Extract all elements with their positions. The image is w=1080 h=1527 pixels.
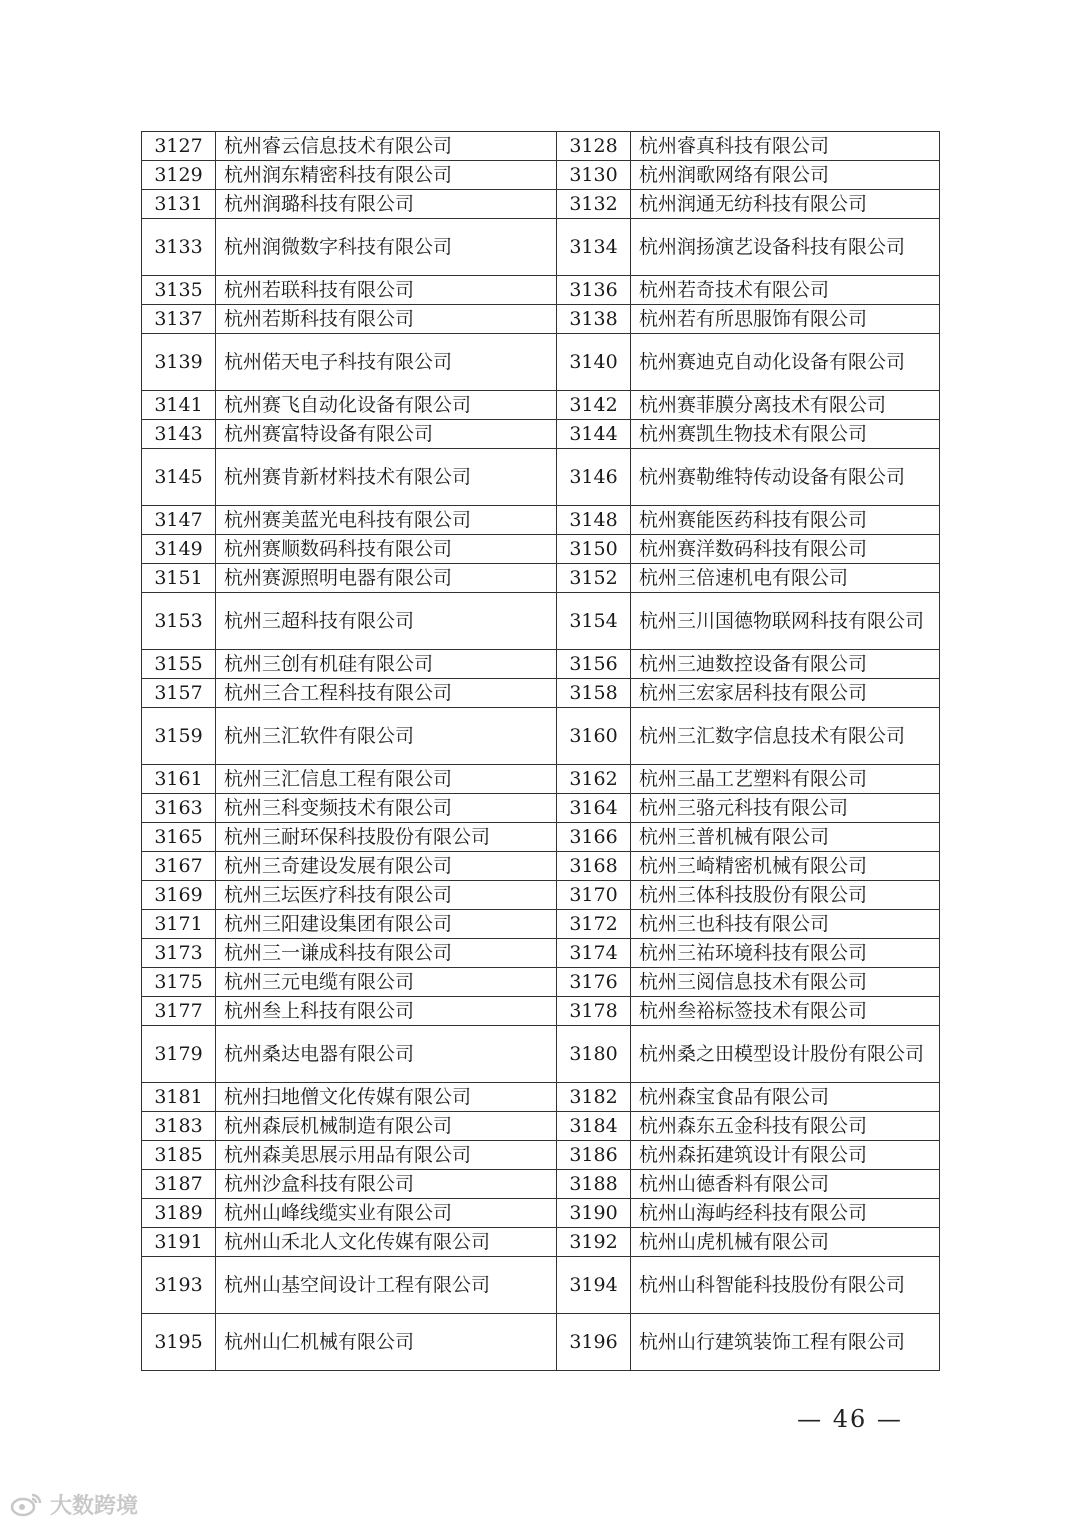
table-row xyxy=(142,679,940,708)
right-number-cell: 3136 xyxy=(557,276,631,305)
left-number-cell: 3145 xyxy=(142,449,216,506)
left-number-cell: 3153 xyxy=(142,593,216,650)
table-row xyxy=(142,1170,940,1199)
right-number-cell: 3146 xyxy=(557,449,631,506)
right-number-cell: 3182 xyxy=(557,1083,631,1112)
left-number-cell: 3129 xyxy=(142,161,216,190)
right-number-cell: 3188 xyxy=(557,1170,631,1199)
left-company-cell: 杭州山禾北人文化传媒有限公司 xyxy=(216,1228,557,1257)
right-company-cell: 杭州睿真科技有限公司 xyxy=(631,132,940,161)
left-number-cell: 3141 xyxy=(142,391,216,420)
table-row xyxy=(142,1112,940,1141)
left-number-cell: 3137 xyxy=(142,305,216,334)
right-company-cell: 杭州三也科技有限公司 xyxy=(631,910,940,939)
left-company-cell: 杭州三合工程科技有限公司 xyxy=(216,679,557,708)
table-row xyxy=(142,449,940,506)
table-row xyxy=(142,564,940,593)
right-company-cell: 杭州润通无纺科技有限公司 xyxy=(631,190,940,219)
table-row xyxy=(142,794,940,823)
left-number-cell: 3151 xyxy=(142,564,216,593)
left-number-cell: 3159 xyxy=(142,708,216,765)
left-number-cell: 3193 xyxy=(142,1257,216,1314)
table-row xyxy=(142,219,940,276)
right-company-cell: 杭州三川国德物联网科技有限公司 xyxy=(631,593,940,650)
right-number-cell: 3134 xyxy=(557,219,631,276)
table-row xyxy=(142,823,940,852)
left-company-cell: 杭州沙盒科技有限公司 xyxy=(216,1170,557,1199)
table-row xyxy=(142,334,940,391)
left-number-cell: 3149 xyxy=(142,535,216,564)
left-number-cell: 3143 xyxy=(142,420,216,449)
table-row xyxy=(142,708,940,765)
page-number: — 46 — xyxy=(797,1405,903,1433)
table-row xyxy=(142,190,940,219)
left-number-cell: 3165 xyxy=(142,823,216,852)
right-company-cell: 杭州森拓建筑设计有限公司 xyxy=(631,1141,940,1170)
right-company-cell: 杭州桑之田模型设计股份有限公司 xyxy=(631,1026,940,1083)
left-company-cell: 杭州森辰机械制造有限公司 xyxy=(216,1112,557,1141)
right-company-cell: 杭州山海屿经科技有限公司 xyxy=(631,1199,940,1228)
right-number-cell: 3192 xyxy=(557,1228,631,1257)
right-number-cell: 3180 xyxy=(557,1026,631,1083)
company-list-table xyxy=(141,131,940,1371)
right-number-cell: 3156 xyxy=(557,650,631,679)
right-number-cell: 3172 xyxy=(557,910,631,939)
left-company-cell: 杭州赛美蓝光电科技有限公司 xyxy=(216,506,557,535)
left-company-cell: 杭州三科变频技术有限公司 xyxy=(216,794,557,823)
table-row xyxy=(142,132,940,161)
right-number-cell: 3170 xyxy=(557,881,631,910)
table-row xyxy=(142,276,940,305)
right-company-cell: 杭州赛凯生物技术有限公司 xyxy=(631,420,940,449)
right-company-cell: 杭州赛迪克自动化设备有限公司 xyxy=(631,334,940,391)
left-number-cell: 3133 xyxy=(142,219,216,276)
left-number-cell: 3173 xyxy=(142,939,216,968)
left-company-cell: 杭州扫地僧文化传媒有限公司 xyxy=(216,1083,557,1112)
right-company-cell: 杭州三阅信息技术有限公司 xyxy=(631,968,940,997)
left-company-cell: 杭州三汇软件有限公司 xyxy=(216,708,557,765)
table-row xyxy=(142,391,940,420)
left-number-cell: 3191 xyxy=(142,1228,216,1257)
right-number-cell: 3194 xyxy=(557,1257,631,1314)
left-number-cell: 3131 xyxy=(142,190,216,219)
table-row xyxy=(142,997,940,1026)
right-company-cell: 杭州山科智能科技股份有限公司 xyxy=(631,1257,940,1314)
left-number-cell: 3139 xyxy=(142,334,216,391)
left-company-cell: 杭州若联科技有限公司 xyxy=(216,276,557,305)
right-company-cell: 杭州三祐环境科技有限公司 xyxy=(631,939,940,968)
table-row xyxy=(142,1141,940,1170)
right-number-cell: 3168 xyxy=(557,852,631,881)
right-number-cell: 3150 xyxy=(557,535,631,564)
left-number-cell: 3167 xyxy=(142,852,216,881)
right-number-cell: 3144 xyxy=(557,420,631,449)
left-number-cell: 3135 xyxy=(142,276,216,305)
table-row xyxy=(142,593,940,650)
right-company-cell: 杭州叁裕标签技术有限公司 xyxy=(631,997,940,1026)
watermark xyxy=(10,1490,138,1518)
left-company-cell: 杭州润璐科技有限公司 xyxy=(216,190,557,219)
left-number-cell: 3157 xyxy=(142,679,216,708)
left-company-cell: 杭州三一谦成科技有限公司 xyxy=(216,939,557,968)
right-number-cell: 3186 xyxy=(557,1141,631,1170)
left-company-cell: 杭州桑达电器有限公司 xyxy=(216,1026,557,1083)
table-row xyxy=(142,1257,940,1314)
left-company-cell: 杭州赛飞自动化设备有限公司 xyxy=(216,391,557,420)
right-number-cell: 3140 xyxy=(557,334,631,391)
table-row xyxy=(142,305,940,334)
left-company-cell: 杭州润微数字科技有限公司 xyxy=(216,219,557,276)
right-company-cell: 杭州赛洋数码科技有限公司 xyxy=(631,535,940,564)
left-number-cell: 3171 xyxy=(142,910,216,939)
right-company-cell: 杭州赛勒维特传动设备有限公司 xyxy=(631,449,940,506)
right-company-cell: 杭州三普机械有限公司 xyxy=(631,823,940,852)
right-company-cell: 杭州山德香料有限公司 xyxy=(631,1170,940,1199)
left-number-cell: 3187 xyxy=(142,1170,216,1199)
table-row xyxy=(142,161,940,190)
right-number-cell: 3178 xyxy=(557,997,631,1026)
left-company-cell: 杭州三耐环保科技股份有限公司 xyxy=(216,823,557,852)
left-company-cell: 杭州三创有机硅有限公司 xyxy=(216,650,557,679)
left-number-cell: 3181 xyxy=(142,1083,216,1112)
right-number-cell: 3176 xyxy=(557,968,631,997)
left-number-cell: 3195 xyxy=(142,1314,216,1371)
right-company-cell: 杭州森东五金科技有限公司 xyxy=(631,1112,940,1141)
right-number-cell: 3162 xyxy=(557,765,631,794)
left-company-cell: 杭州山基空间设计工程有限公司 xyxy=(216,1257,557,1314)
right-company-cell: 杭州若有所思服饰有限公司 xyxy=(631,305,940,334)
left-company-cell: 杭州睿云信息技术有限公司 xyxy=(216,132,557,161)
right-number-cell: 3132 xyxy=(557,190,631,219)
left-number-cell: 3183 xyxy=(142,1112,216,1141)
right-company-cell: 杭州润扬演艺设备科技有限公司 xyxy=(631,219,940,276)
right-number-cell: 3142 xyxy=(557,391,631,420)
table-row xyxy=(142,968,940,997)
left-company-cell: 杭州偌天电子科技有限公司 xyxy=(216,334,557,391)
left-company-cell: 杭州赛富特设备有限公司 xyxy=(216,420,557,449)
left-company-cell: 杭州赛肯新材料技术有限公司 xyxy=(216,449,557,506)
right-number-cell: 3154 xyxy=(557,593,631,650)
right-number-cell: 3160 xyxy=(557,708,631,765)
left-company-cell: 杭州三阳建设集团有限公司 xyxy=(216,910,557,939)
right-number-cell: 3130 xyxy=(557,161,631,190)
right-company-cell: 杭州三崎精密机械有限公司 xyxy=(631,852,940,881)
right-number-cell: 3196 xyxy=(557,1314,631,1371)
table-row xyxy=(142,852,940,881)
right-company-cell: 杭州山虎机械有限公司 xyxy=(631,1228,940,1257)
left-company-cell: 杭州叁上科技有限公司 xyxy=(216,997,557,1026)
right-company-cell: 杭州三迪数控设备有限公司 xyxy=(631,650,940,679)
table-row xyxy=(142,535,940,564)
left-number-cell: 3127 xyxy=(142,132,216,161)
right-company-cell: 杭州三晶工艺塑料有限公司 xyxy=(631,765,940,794)
right-company-cell: 杭州三骆元科技有限公司 xyxy=(631,794,940,823)
left-company-cell: 杭州三奇建设发展有限公司 xyxy=(216,852,557,881)
left-company-cell: 杭州森美思展示用品有限公司 xyxy=(216,1141,557,1170)
left-company-cell: 杭州三汇信息工程有限公司 xyxy=(216,765,557,794)
right-company-cell: 杭州润歌网络有限公司 xyxy=(631,161,940,190)
right-number-cell: 3152 xyxy=(557,564,631,593)
left-number-cell: 3163 xyxy=(142,794,216,823)
table-row xyxy=(142,1314,940,1371)
table-row xyxy=(142,1199,940,1228)
left-company-cell: 杭州三超科技有限公司 xyxy=(216,593,557,650)
right-company-cell: 杭州赛能医药科技有限公司 xyxy=(631,506,940,535)
left-number-cell: 3175 xyxy=(142,968,216,997)
right-company-cell: 杭州三倍速机电有限公司 xyxy=(631,564,940,593)
left-company-cell: 杭州三元电缆有限公司 xyxy=(216,968,557,997)
right-number-cell: 3174 xyxy=(557,939,631,968)
right-number-cell: 3158 xyxy=(557,679,631,708)
right-number-cell: 3148 xyxy=(557,506,631,535)
left-company-cell: 杭州山峰线缆实业有限公司 xyxy=(216,1199,557,1228)
right-number-cell: 3190 xyxy=(557,1199,631,1228)
left-number-cell: 3147 xyxy=(142,506,216,535)
weibo-style-logo-icon xyxy=(10,1491,44,1517)
left-number-cell: 3185 xyxy=(142,1141,216,1170)
table-row xyxy=(142,1228,940,1257)
right-company-cell: 杭州三宏家居科技有限公司 xyxy=(631,679,940,708)
right-number-cell: 3184 xyxy=(557,1112,631,1141)
right-company-cell: 杭州赛菲膜分离技术有限公司 xyxy=(631,391,940,420)
left-number-cell: 3189 xyxy=(142,1199,216,1228)
left-number-cell: 3169 xyxy=(142,881,216,910)
table-body xyxy=(142,132,940,1371)
right-number-cell: 3128 xyxy=(557,132,631,161)
left-number-cell: 3177 xyxy=(142,997,216,1026)
table-row xyxy=(142,420,940,449)
left-number-cell: 3179 xyxy=(142,1026,216,1083)
right-company-cell: 杭州山行建筑装饰工程有限公司 xyxy=(631,1314,940,1371)
left-number-cell: 3155 xyxy=(142,650,216,679)
left-company-cell: 杭州赛顺数码科技有限公司 xyxy=(216,535,557,564)
watermark-text: 大数跨境 xyxy=(50,1493,139,1519)
right-company-cell: 杭州三体科技股份有限公司 xyxy=(631,881,940,910)
left-company-cell: 杭州若斯科技有限公司 xyxy=(216,305,557,334)
table-row xyxy=(142,1026,940,1083)
left-company-cell: 杭州润东精密科技有限公司 xyxy=(216,161,557,190)
right-number-cell: 3164 xyxy=(557,794,631,823)
table-row xyxy=(142,939,940,968)
right-number-cell: 3138 xyxy=(557,305,631,334)
table-row xyxy=(142,650,940,679)
table-row xyxy=(142,506,940,535)
right-company-cell: 杭州若奇技术有限公司 xyxy=(631,276,940,305)
left-number-cell: 3161 xyxy=(142,765,216,794)
left-company-cell: 杭州三坛医疗科技有限公司 xyxy=(216,881,557,910)
left-company-cell: 杭州山仁机械有限公司 xyxy=(216,1314,557,1371)
table-row xyxy=(142,765,940,794)
table-row xyxy=(142,910,940,939)
table-row xyxy=(142,1083,940,1112)
right-company-cell: 杭州森宝食品有限公司 xyxy=(631,1083,940,1112)
table-row xyxy=(142,881,940,910)
left-company-cell: 杭州赛源照明电器有限公司 xyxy=(216,564,557,593)
right-number-cell: 3166 xyxy=(557,823,631,852)
right-company-cell: 杭州三汇数字信息技术有限公司 xyxy=(631,708,940,765)
